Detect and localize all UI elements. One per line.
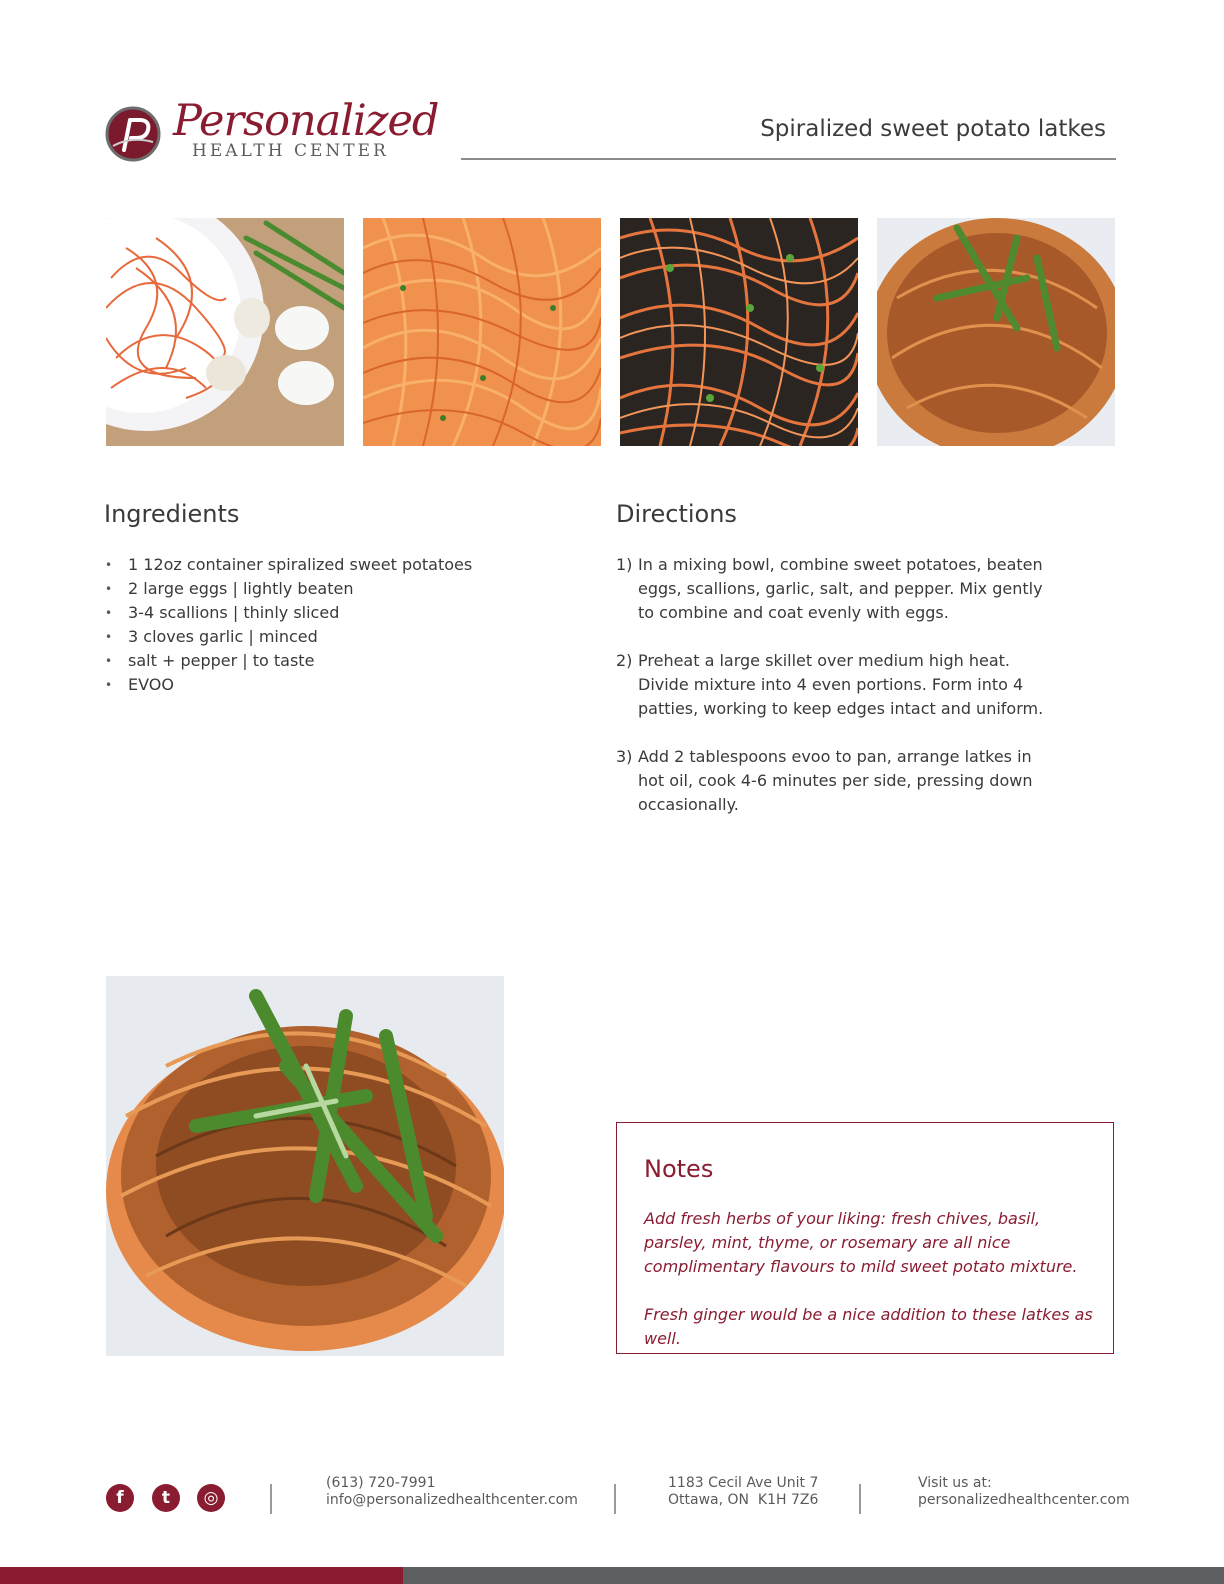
raw-spirals-photo <box>363 218 601 446</box>
recipe-title: Spiralized sweet potato latkes <box>760 116 1106 142</box>
footer-phone[interactable]: (613) 720-7991 <box>326 1475 436 1491</box>
directions-heading: Directions <box>616 500 737 528</box>
footer-email[interactable]: info@personalizedhealthcenter.com <box>326 1492 578 1508</box>
bullet-icon: • <box>105 558 113 572</box>
ingredients-heading: Ingredients <box>104 500 240 528</box>
step-text: In a mixing bowl, combine sweet potatoes, beaten eggs, scallions, garlic, salt, and pepper. Mix gently to combine and coat evenly with eggs. <box>638 555 1043 622</box>
ingredient-item <box>105 601 575 625</box>
footer-contact <box>326 1475 578 1509</box>
ingredient-text: 3 cloves garlic | minced <box>128 627 318 646</box>
footer-visit-label: Visit us at: <box>918 1475 992 1491</box>
direction-step <box>616 649 1046 721</box>
step-text: Add 2 tablespoons evoo to pan, arrange latkes in hot oil, cook 4-6 minutes per side, pressing down occasionally. <box>638 747 1033 814</box>
footer-website-link[interactable]: personalizedhealthcenter.com <box>918 1492 1130 1508</box>
ingredient-text: salt + pepper | to taste <box>128 651 315 670</box>
logo-wordmark: Personalized <box>173 96 439 146</box>
ingredients-photo <box>106 218 344 446</box>
ingredient-text: EVOO <box>128 675 174 694</box>
footer-bar-accent <box>0 1567 403 1584</box>
footer-divider <box>859 1484 861 1514</box>
ingredient-item <box>105 577 575 601</box>
brand-logo <box>105 96 439 164</box>
footer-address-line1: 1183 Cecil Ave Unit 7 <box>668 1475 819 1491</box>
ingredient-item <box>105 673 575 697</box>
bullet-icon: • <box>105 582 113 596</box>
notes-body <box>644 1207 1099 1375</box>
footer-website-block <box>918 1475 1130 1509</box>
footer-divider <box>614 1484 616 1514</box>
step-number: 2) <box>616 651 633 670</box>
facebook-icon[interactable]: f <box>106 1484 134 1512</box>
direction-step <box>616 745 1046 817</box>
ingredient-text: 3-4 scallions | thinly sliced <box>128 603 340 622</box>
notes-heading: Notes <box>644 1155 714 1183</box>
ingredient-item <box>105 625 575 649</box>
step-text: Preheat a large skillet over medium high heat. Divide mixture into 4 even portions. Form into 4 patties, working to keep edges intact and uniform. <box>638 651 1044 718</box>
footer-address-line2: Ottawa, ON K1H 7Z6 <box>668 1492 819 1508</box>
bullet-icon: • <box>105 606 113 620</box>
footer-address <box>668 1475 818 1509</box>
title-divider <box>461 158 1116 160</box>
logo-subtitle: HEALTH CENTER <box>192 141 389 161</box>
ingredient-text: 1 12oz container spiralized sweet potatoes <box>128 555 473 574</box>
footer-bar <box>403 1567 1224 1584</box>
twitter-icon[interactable]: t <box>152 1484 180 1512</box>
directions-list <box>616 553 1046 841</box>
bullet-icon: • <box>105 654 113 668</box>
finished-latke-photo <box>106 976 504 1356</box>
logo-p-icon <box>105 106 161 162</box>
ingredient-item <box>105 649 575 673</box>
ingredients-list <box>105 553 575 697</box>
direction-step <box>616 553 1046 625</box>
ingredient-text: 2 large eggs | lightly beaten <box>128 579 354 598</box>
ingredient-item <box>105 553 575 577</box>
latke-topped-photo <box>877 218 1115 446</box>
notes-paragraph: Fresh ginger would be a nice addition to these latkes as well. <box>644 1305 1093 1348</box>
bullet-icon: • <box>105 630 113 644</box>
mixed-spirals-photo <box>620 218 858 446</box>
step-number: 1) <box>616 555 633 574</box>
instagram-icon[interactable]: ◎ <box>197 1484 225 1512</box>
bullet-icon: • <box>105 678 113 692</box>
notes-paragraph: Add fresh herbs of your liking: fresh chives, basil, parsley, mint, thyme, or rosemary are all nice complimentary flavours to mild sweet potato mixture. <box>644 1209 1078 1276</box>
notes-box <box>616 1122 1114 1354</box>
footer-divider <box>270 1484 272 1514</box>
step-number: 3) <box>616 747 633 766</box>
